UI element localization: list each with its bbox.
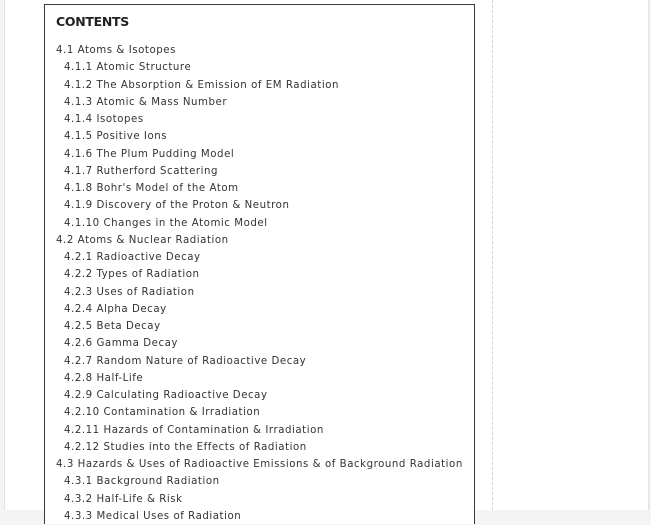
toc-section-link[interactable]: 4.2 Atoms & Nuclear Radiation xyxy=(56,234,229,246)
toc-subsection-link[interactable]: 4.2.10 Contamination & Irradiation xyxy=(64,407,261,419)
toc-subsection-link[interactable]: 4.1.1 Atomic Structure xyxy=(64,62,192,74)
toc-subsection-link[interactable]: 4.1.2 The Absorption & Emission of EM Radiation xyxy=(64,79,340,91)
toc-list xyxy=(45,42,463,525)
toc-section-link[interactable]: 4.1 Atoms & Isotopes xyxy=(56,45,176,56)
toc-subsection-link[interactable]: 4.2.6 Gamma Decay xyxy=(64,338,178,350)
toc-subsection-link[interactable]: 4.2.2 Types of Radiation xyxy=(64,269,200,281)
toc-subsection-link[interactable]: 4.2.5 Beta Decay xyxy=(64,321,161,332)
toc-subsection-link[interactable]: 4.2.1 Radioactive Decay xyxy=(64,252,201,263)
table-of-contents xyxy=(44,4,475,524)
toc-subsection-link[interactable]: 4.1.4 Isotopes xyxy=(64,114,144,125)
document-page xyxy=(4,0,649,522)
toc-subsection-link[interactable]: 4.1.8 Bohr's Model of the Atom xyxy=(64,183,239,194)
toc-subsection-link[interactable]: 4.1.5 Positive Ions xyxy=(64,131,168,143)
toc-subsection-link[interactable]: 4.3.3 Medical Uses of Radiation xyxy=(64,510,242,522)
toc-title: CONTENTS xyxy=(56,14,129,29)
toc-subsection-link[interactable]: 4.2.8 Half-Life xyxy=(64,372,144,384)
toc-subsection-link[interactable]: 4.2.9 Calculating Radioactive Decay xyxy=(64,390,268,401)
toc-subsection-link[interactable]: 4.2.4 Alpha Decay xyxy=(64,303,167,315)
toc-subsection-link[interactable]: 4.2.7 Random Nature of Radioactive Decay xyxy=(64,355,307,367)
toc-subsection-link[interactable]: 4.1.7 Rutherford Scattering xyxy=(64,165,219,177)
toc-subsection-link[interactable]: 4.2.12 Studies into the Effects of Radiation xyxy=(64,441,307,453)
toc-subsection-link[interactable]: 4.1.6 The Plum Pudding Model xyxy=(64,148,235,160)
toc-subsection-link[interactable]: 4.2.11 Hazards of Contamination & Irradiation xyxy=(64,424,324,436)
toc-section-link[interactable]: 4.3 Hazards & Uses of Radioactive Emissions & of Background Radiation xyxy=(56,459,463,470)
toc-subsection-link[interactable]: 4.3.2 Half-Life & Risk xyxy=(64,493,183,505)
column-divider xyxy=(492,0,493,510)
toc-subsection-link[interactable]: 4.3.1 Background Radiation xyxy=(64,476,220,488)
toc-subsection-link[interactable]: 4.2.3 Uses of Radiation xyxy=(64,286,195,298)
toc-subsection-link[interactable]: 4.1.3 Atomic & Mass Number xyxy=(64,96,228,108)
toc-subsection-link[interactable]: 4.1.10 Changes in the Atomic Model xyxy=(64,217,268,229)
toc-subsection-link[interactable]: 4.1.9 Discovery of the Proton & Neutron xyxy=(64,200,290,212)
